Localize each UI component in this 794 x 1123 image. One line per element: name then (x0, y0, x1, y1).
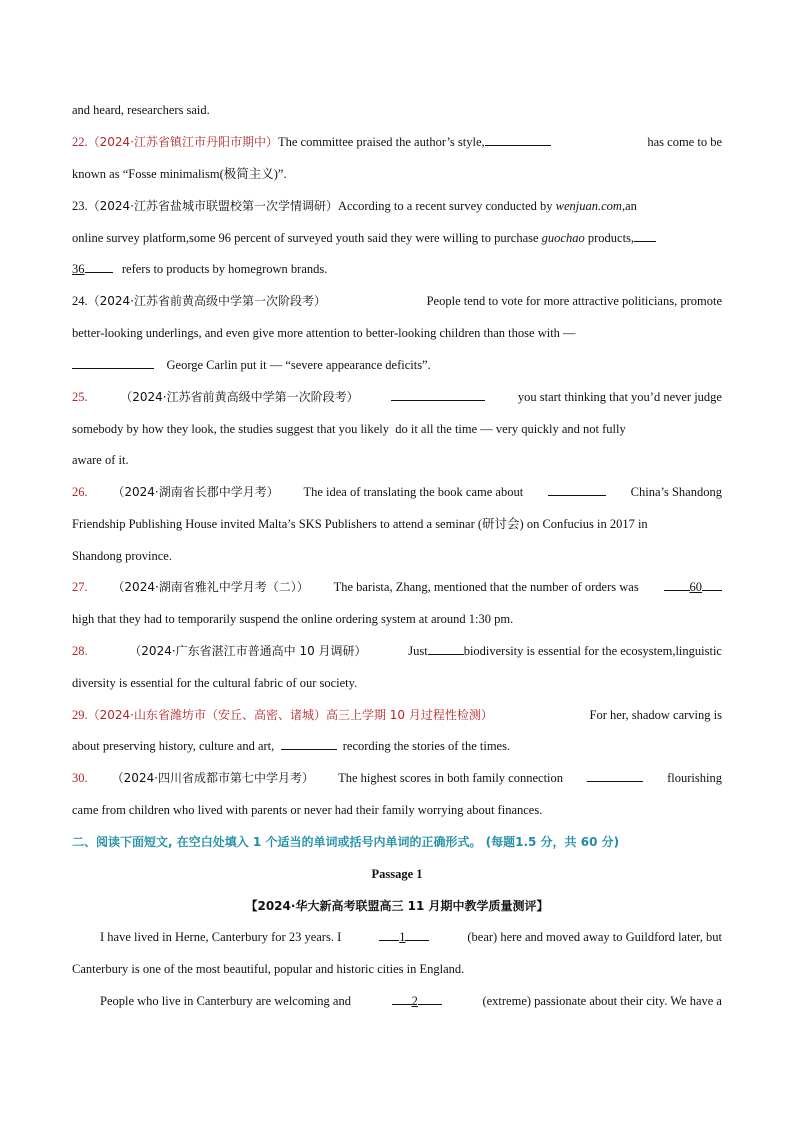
question-source: （2024·江苏省镇江市丹阳市期中） (87, 135, 278, 149)
question-number: 22. (72, 135, 88, 149)
question-30-line-1: 30. （2024·四川省成都市第七中学月考） The highest scores in both family connection flourishing (72, 767, 722, 789)
passage-title: Passage 1 (371, 867, 423, 881)
question-22-line-1: 22.（2024·江苏省镇江市丹阳市期中）The committee praised the author’s style, has come to be (72, 131, 722, 153)
passage-line-1: I have lived in Herne, Canterbury for 23 years. I 1 (bear) here and moved away to Guildford later, but (100, 926, 722, 948)
question-source: （2024·湖南省雅礼中学月考（二）） (112, 580, 309, 594)
answer-blank (281, 735, 337, 750)
question-27-line-2: high that they had to temporarily suspend the online ordering system at around 1:30 pm. (72, 612, 514, 626)
question-26-line-2: Friendship Publishing House invited Malta’s SKS Publishers to attend a seminar (研讨会) on Confucius in 2017 in (72, 517, 648, 531)
section-heading: 二、阅读下面短文, 在空白处填入 1 个适当的单词或括号内单词的正确形式。 (每题1.5 分，共 60 分) (72, 835, 620, 849)
passage-blank-2: 2 (411, 994, 418, 1008)
question-27-line-1: 27. （2024·湖南省雅礼中学月考（二）） The barista, Zhang, mentioned that the number of orders was 60 (72, 576, 722, 598)
question-source: （2024·湖南省长郡中学月考） (112, 485, 279, 499)
answer-blank (428, 640, 464, 655)
answer-blank-36: 36 (72, 262, 85, 276)
question-28-line-2: diversity is essential for the cultural fabric of our society. (72, 676, 358, 690)
passage-blank-1: 1 (399, 930, 406, 944)
passage-line-2: Canterbury is one of the most beautiful, popular and historic cities in England. (72, 962, 465, 976)
question-24-line-2: better-looking underlings, and even give more attention to better-looking children than those with — (72, 326, 576, 340)
question-25-line-2: somebody by how they look, the studies suggest that you likely do it all the time — very quickly and not fully (72, 422, 626, 436)
question-24-line-3: George Carlin put it — “severe appearance deficits”. (72, 354, 722, 376)
question-25-line-1: 25. （2024·江苏省前黄高级中学第一次阶段考） you start thinking that you’d never judge (72, 386, 722, 408)
question-source: （2024·广东省湛江市普通高中 10 月调研） (129, 644, 367, 658)
question-26-line-3: Shandong province. (72, 549, 172, 563)
question-22-line-2: known as “Fosse minimalism(极简主义)”. (72, 167, 287, 181)
answer-blank (485, 131, 551, 146)
question-source: （2024·江苏省盐城市联盟校第一次学情调研） (87, 199, 338, 213)
question-29-line-2: about preserving history, culture and art, recording the stories of the times. (72, 735, 722, 757)
answer-blank (391, 386, 485, 401)
question-23-line-2: online survey platform,some 96 percent of surveyed youth said they were willing to purchase guochao products, (72, 227, 722, 249)
question-source: （2024·江苏省前黄高级中学第一次阶段考） (120, 390, 359, 404)
answer-blank (548, 481, 606, 496)
question-23-line-3: 36 refers to products by homegrown brands. (72, 258, 722, 280)
question-30-line-2: came from children who lived with parents or never had their family worrying about finances. (72, 803, 543, 817)
answer-blank (634, 227, 656, 242)
answer-blank-60: 60 (689, 580, 702, 594)
question-source: （2024·江苏省前黄高级中学第一次阶段考） (87, 294, 326, 308)
continuation-line: and heard, researchers said. (72, 103, 210, 117)
question-29-line-1: 29.（2024·山东省潍坊市（安丘、高密、诸城）高三上学期 10 月过程性检测） For her, shadow carving is (72, 708, 722, 722)
answer-blank (587, 767, 643, 782)
passage-source: 【2024·华大新高考联盟高三 11 月期中教学质量测评】 (245, 899, 549, 913)
question-23-line-1: 23. （2024·江苏省盐城市联盟校第一次学情调研） According to a recent survey conducted by wenjuan.com ,an (72, 195, 722, 217)
passage-line-3: People who live in Canterbury are welcoming and 2 (extreme) passionate about their city. We have a (100, 990, 722, 1012)
question-28-line-1: 28. （2024·广东省湛江市普通高中 10 月调研） Just biodiversity is essential for the ecosystem,linguistic (72, 640, 722, 662)
question-25-line-3: aware of it. (72, 453, 129, 467)
question-source: （2024·山东省潍坊市（安丘、高密、诸城）高三上学期 10 月过程性检测） (87, 708, 493, 722)
answer-blank (72, 354, 154, 369)
question-source: （2024·四川省成都市第七中学月考） (111, 771, 315, 785)
question-26-line-1: 26. （2024·湖南省长郡中学月考） The idea of translating the book came about China’s Shandong (72, 481, 722, 503)
question-24-line-1: 24.（2024·江苏省前黄高级中学第一次阶段考） People tend to vote for more attractive politicians, promote (72, 294, 722, 308)
